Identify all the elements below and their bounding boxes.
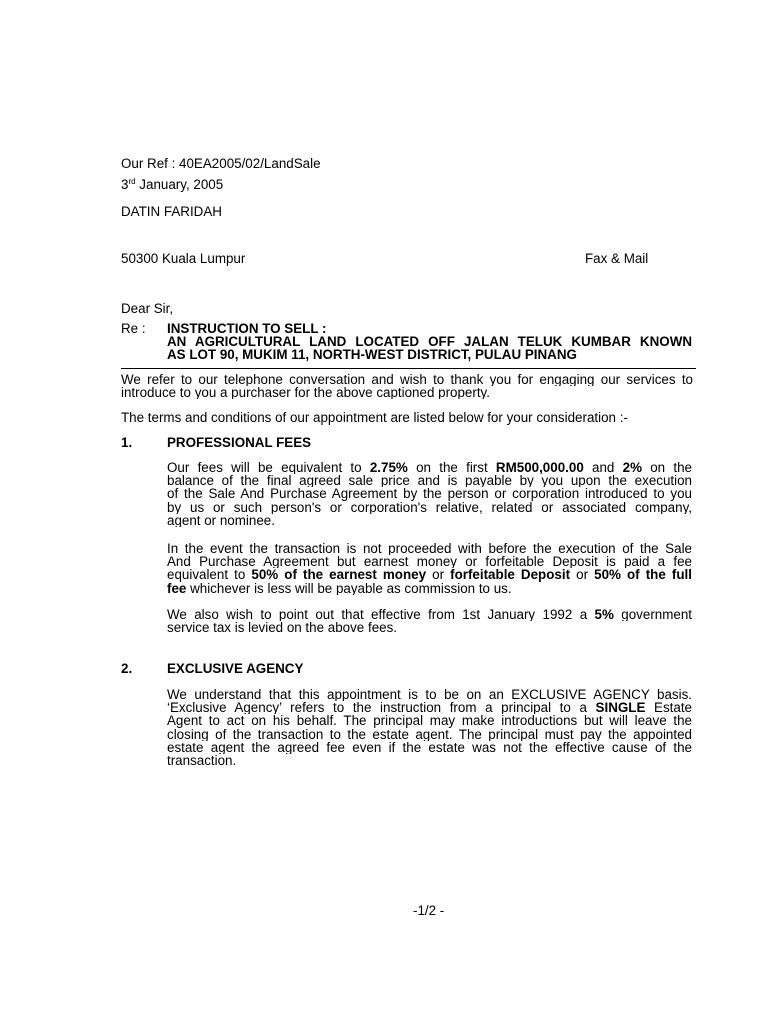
date-day: 3 — [121, 177, 129, 192]
terms-intro: The terms and conditions of our appointment are listed below for your consideration :- — [121, 410, 628, 425]
fees-paragraph — [167, 461, 692, 527]
fees-line-5: agent or nominee. — [167, 513, 275, 527]
agency-line-6: transaction. — [167, 753, 237, 768]
recipient-name: DATIN FARIDAH — [121, 204, 222, 219]
agency-line-1: We understand that this appointment is to be on an EXCLUSIVE AGENCY basis. — [167, 688, 692, 702]
commission-line-4: fee whichever is less will be payable as commission to us. — [167, 581, 512, 595]
fees-line-1: Our fees will be equivalent to 2.75% on the first RM500,000.00 and 2% on the — [167, 461, 692, 475]
date-suffix: rd — [128, 177, 136, 186]
agency-line-2: ‘Exclusive Agency’ refers to the instruction from a principal to a SINGLE Estate — [167, 701, 692, 715]
letter-date — [121, 178, 223, 191]
fees-line-2: balance of the final agreed sale price and is payable by you upon the execution — [167, 474, 692, 488]
commission-paragraph — [167, 542, 692, 595]
subject-line-1: INSTRUCTION TO SELL : — [167, 321, 327, 336]
intro-paragraph — [121, 373, 693, 399]
commission-line-2: And Purchase Agreement but earnest money or forfeitable Deposit is paid a fee — [167, 555, 692, 569]
commission-line-3: equivalent to 50% of the earnest money or forfeitable Deposit or 50% of the full — [167, 568, 692, 582]
intro-line-1: We refer to our telephone conversation and wish to thank you for engaging our services to — [121, 373, 693, 387]
page-number: -1/2 - — [413, 903, 445, 918]
tax-line-2: service tax is levied on the above fees. — [167, 621, 398, 635]
subject-block — [167, 322, 692, 362]
intro-line-2: introduce to you a purchaser for the above captioned property. — [121, 386, 490, 400]
date-rest: January, 2005 — [135, 177, 224, 192]
fees-line-4: by us or such person's or corporation's relative, related or associated company, — [167, 500, 692, 514]
commission-line-1: In the event the transaction is not proceeded with before the execution of the Sale — [167, 542, 692, 556]
salutation: Dear Sir, — [121, 301, 174, 316]
section-2-number: 2. — [121, 661, 133, 676]
subject-line-2: AN AGRICULTURAL LAND LOCATED OFF JALAN TELUK KUMBAR KNOWN — [167, 335, 692, 349]
re-label: Re : — [121, 321, 146, 336]
fees-line-3: of the Sale And Purchase Agreement by the person or corporation introduced to you — [167, 487, 692, 501]
exclusive-agency-paragraph — [167, 688, 692, 767]
section-1-heading: PROFESSIONAL FEES — [167, 435, 312, 450]
delivery-method: Fax & Mail — [585, 251, 649, 266]
our-reference: Our Ref : 40EA2005/02/LandSale — [121, 156, 321, 171]
tax-line-1: We also wish to point out that effective from 1st January 1992 a 5% government — [167, 608, 692, 622]
agency-line-5: estate agent the agreed fee even if the estate was not the effective cause of the — [167, 740, 692, 754]
section-2-heading: EXCLUSIVE AGENCY — [167, 661, 304, 676]
agency-line-4: closing of the transaction to the estate agent. The principal must pay the appointed — [167, 727, 692, 741]
tax-paragraph — [167, 608, 692, 634]
agency-line-3: Agent to act on his behalf. The principal may make introductions but will leave the — [167, 714, 692, 728]
recipient-address: 50300 Kuala Lumpur — [121, 251, 246, 266]
subject-line-3: AS LOT 90, MUKIM 11, NORTH-WEST DISTRICT, PULAU PINANG — [167, 347, 577, 363]
subject-divider — [121, 368, 696, 369]
section-1-number: 1. — [121, 435, 133, 450]
